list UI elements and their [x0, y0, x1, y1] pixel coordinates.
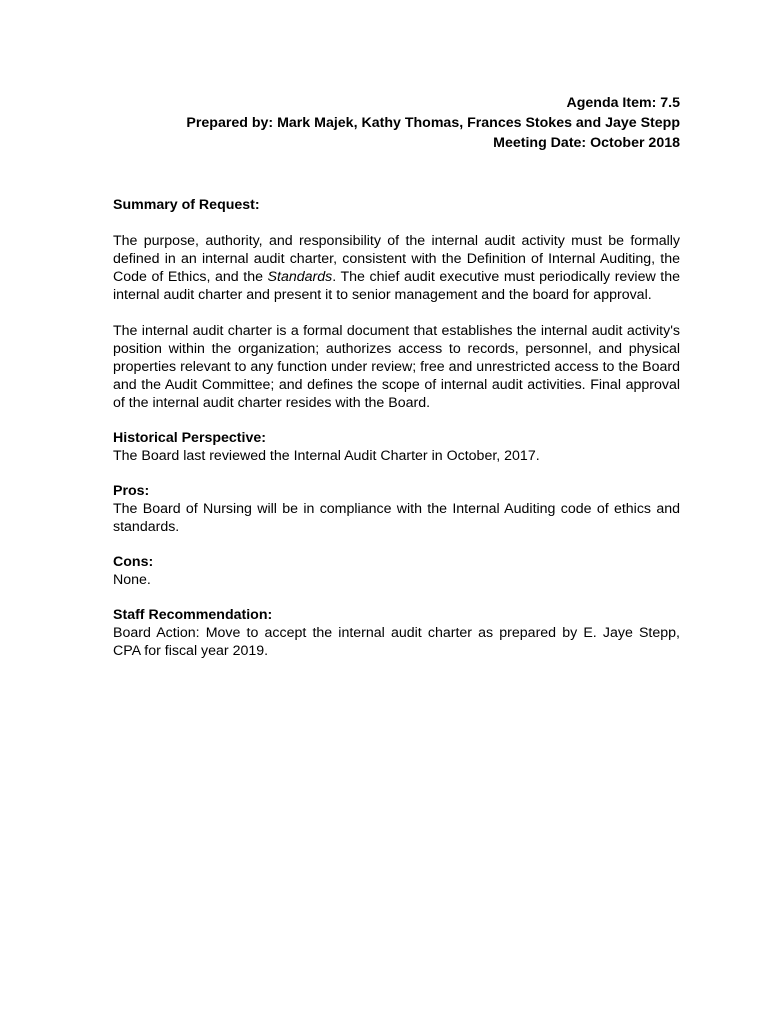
historical-title: Historical Perspective: [113, 430, 266, 446]
summary-paragraph-2: The internal audit charter is a formal document that establishes the internal audit activity's position within the organization; authorizes access to records, personnel, and physical properties relevant to any function under review; free and unrestricted access to the Board and the Audit Committee; and defines the scope of internal audit activities. Final approval of the internal audit charter resides with the Board. [113, 323, 680, 411]
summary-title: Summary of Request: [113, 197, 260, 213]
summary-para1-before: The purpose, authority, and responsibility of the internal audit activity must be formally defined in an internal audit charter, consistent with the Definition of Internal Auditing, the Code of Ethics, and the [113, 233, 680, 285]
summary-para1-after: . The chief audit executive must periodically review the internal audit charter and present it to senior management and the board for approval. [113, 269, 680, 303]
summary-paragraph-1 [113, 232, 680, 304]
meeting-date: Meeting Date: October 2018 [493, 135, 680, 151]
recommendation-text: Board Action: Move to accept the internal audit charter as prepared by E. Jaye Stepp, CPA for fiscal year 2019. [113, 625, 680, 659]
cons-title: Cons: [113, 554, 154, 570]
recommendation-title: Staff Recommendation: [113, 607, 273, 623]
pros-title: Pros: [113, 483, 150, 499]
historical-text: The Board last reviewed the Internal Audit Charter in October, 2017. [113, 448, 540, 464]
summary-para1-italic: Standards [267, 269, 333, 285]
document-page [113, 93, 680, 660]
agenda-item: Agenda Item: 7.5 [566, 95, 680, 111]
pros-text: The Board of Nursing will be in compliance with the Internal Auditing code of ethics and standards. [113, 501, 680, 535]
document-header [113, 93, 680, 153]
prepared-by: Prepared by: Mark Majek, Kathy Thomas, Frances Stokes and Jaye Stepp [186, 115, 680, 131]
cons-text: None. [113, 572, 151, 588]
